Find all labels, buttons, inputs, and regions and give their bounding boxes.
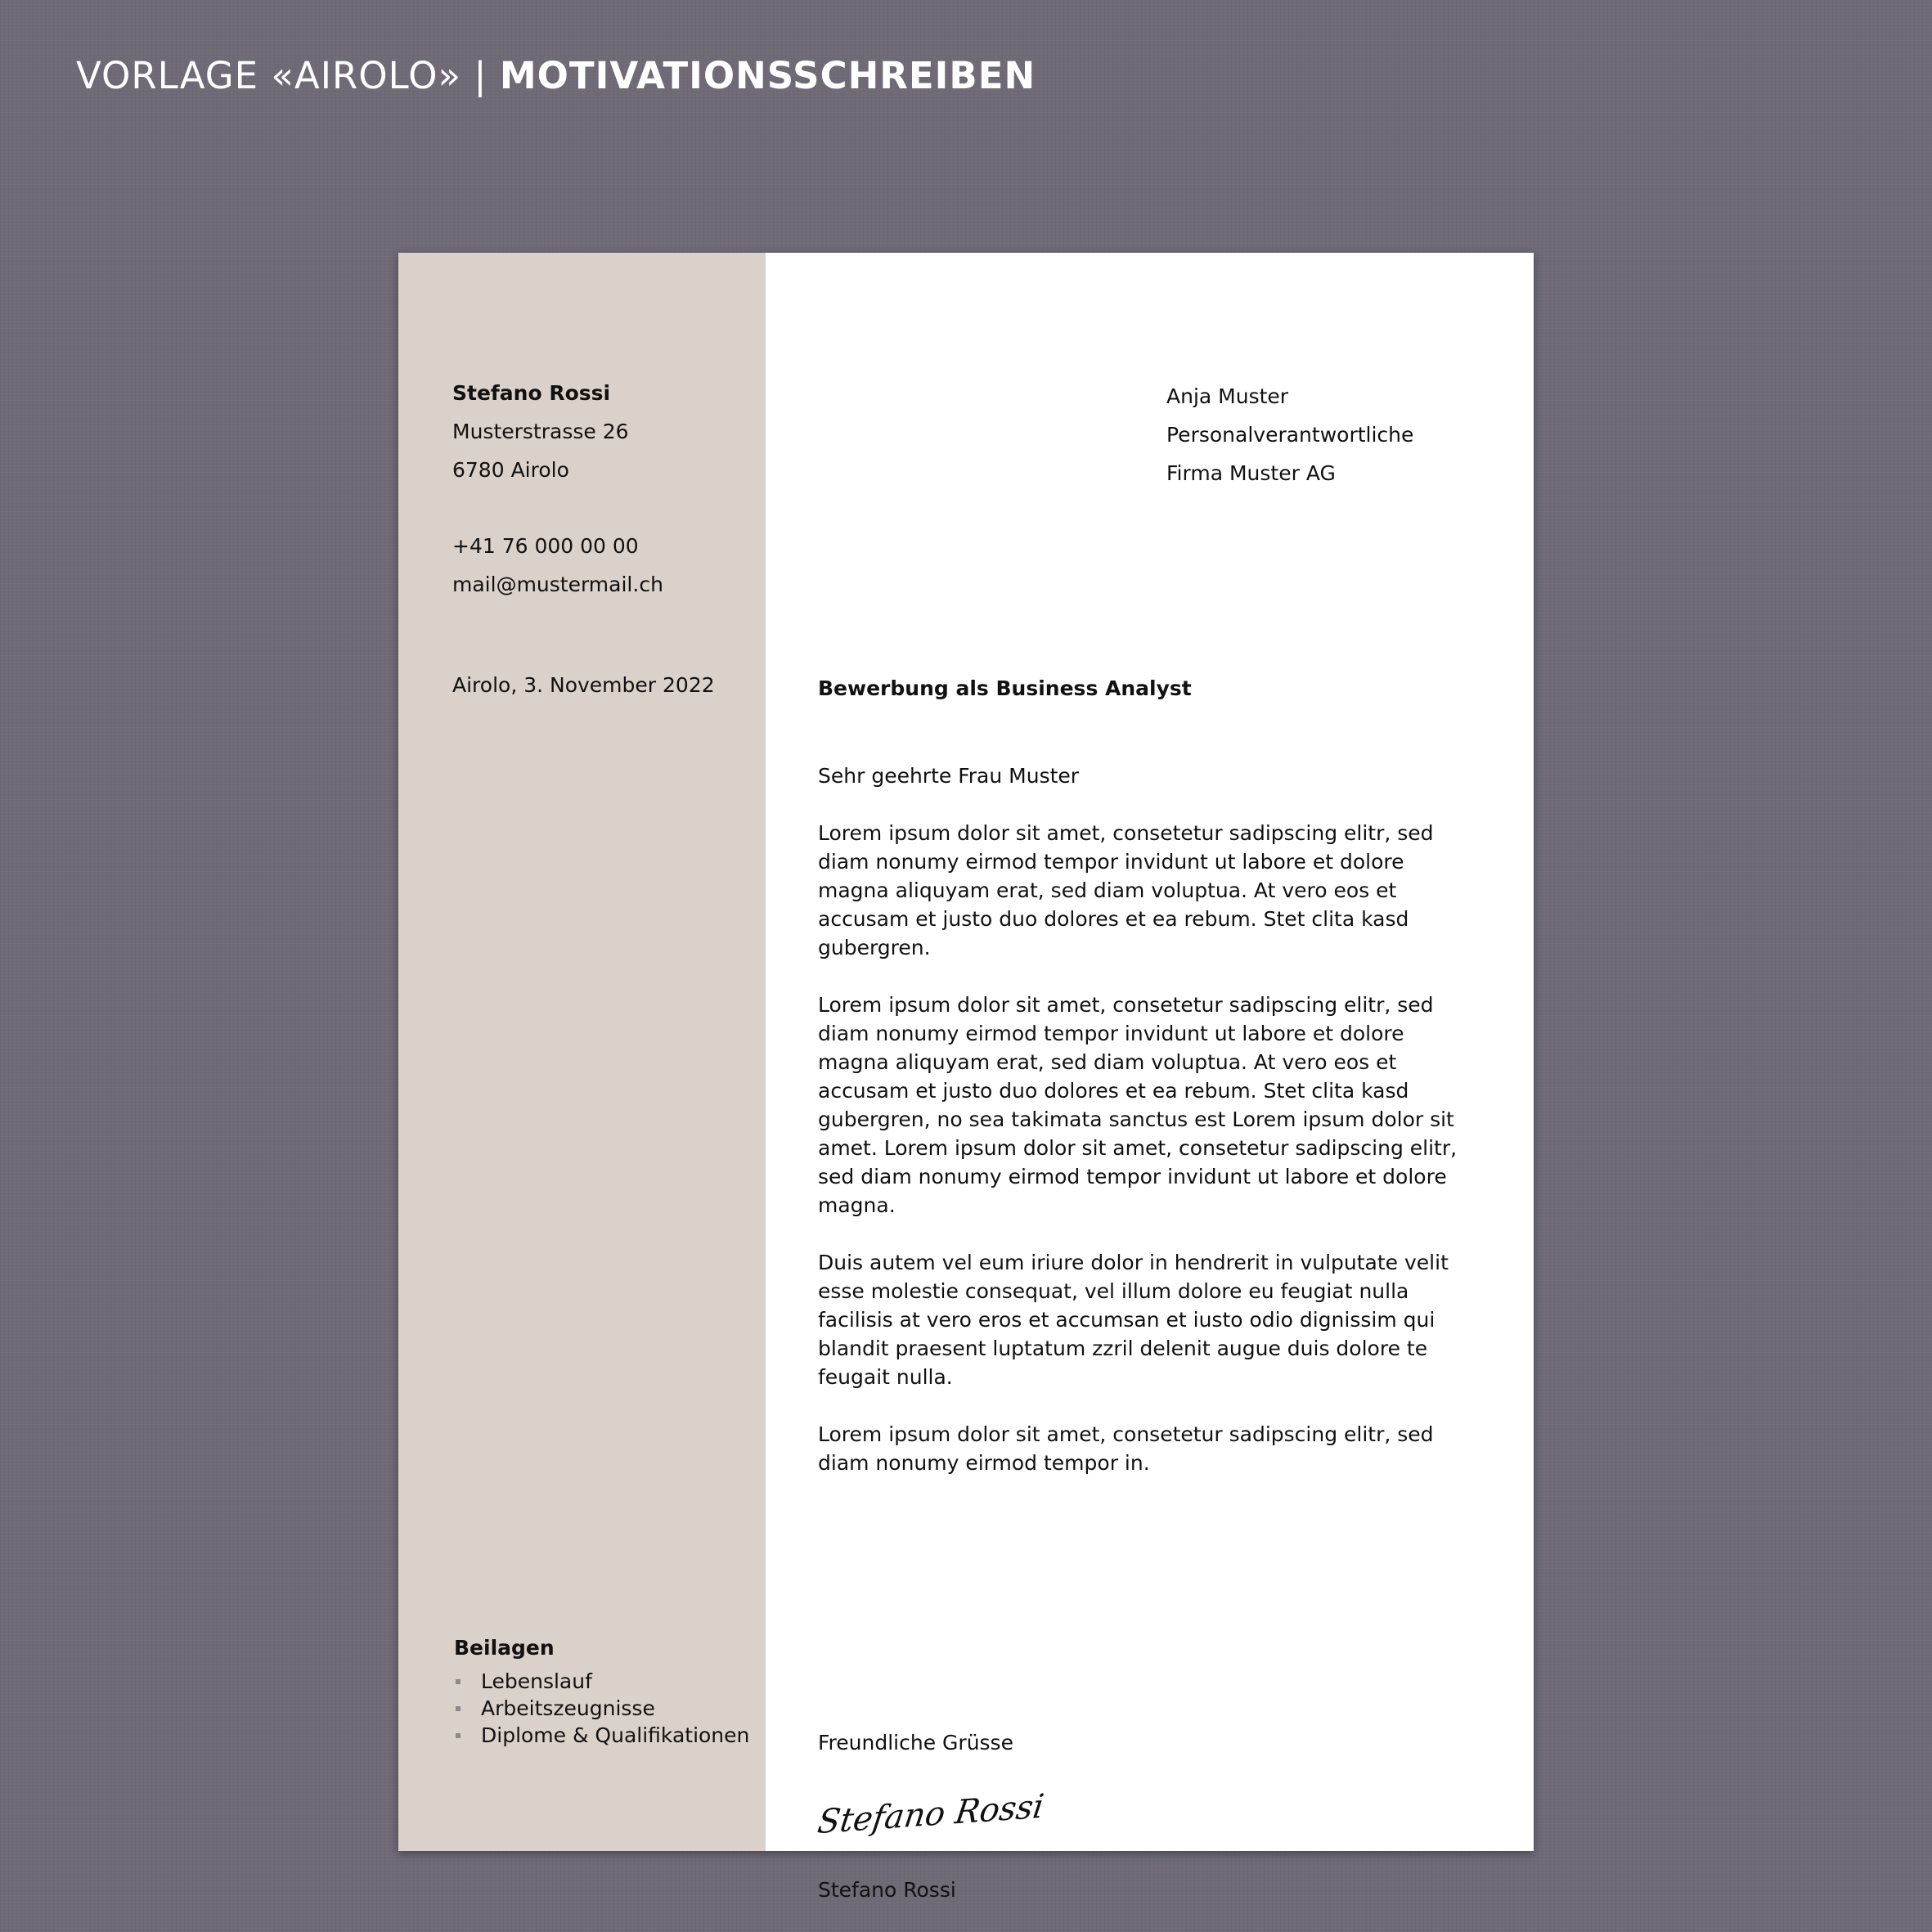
letter-body [818,762,1476,1477]
recipient-address [1166,377,1413,492]
letter-date: Airolo, 3. November 2022 [452,673,715,697]
body-paragraph: Lorem ipsum dolor sit amet, consetetur sadipscing elitr, sed diam nonumy eirmod tempor in. [818,1422,1434,1475]
enclosures-list [454,1668,749,1749]
square-bullet-icon [456,1733,461,1738]
salutation: Sehr geehrte Frau Muster [818,764,1080,788]
sender-email: mail@mustermail.ch [452,573,663,596]
enclosure-label: Arbeitszeugnisse [481,1696,655,1720]
sender-address [452,374,629,489]
body-paragraph: Lorem ipsum dolor sit amet, consetetur sadipscing elitr, sed diam nonumy eirmod tempor invidunt ut labore et dolore magna aliquyam erat, sed diam voluptua. At vero eos et accusam et justo duo dolores et ea rebum. Stet clita kasd gubergren. [818,821,1434,959]
square-bullet-icon [456,1706,461,1711]
enclosures-section [454,1636,749,1749]
recipient-role: Personalverantwortliche [1166,423,1414,447]
sidebar-panel [398,253,766,1851]
document-type-label: MOTIVATIONSSCHREIBEN [499,54,1036,97]
handwritten-signature: Stefano Rossi [815,1787,1047,1842]
page-title [76,54,1036,97]
recipient-company: Firma Muster AG [1166,461,1336,485]
sender-contact [452,527,663,604]
body-paragraph: Lorem ipsum dolor sit amet, consetetur sadipscing elitr, sed diam nonumy eirmod tempor invidunt ut labore et dolore magna aliquyam erat, sed diam voluptua. At vero eos et accusam et justo duo dolores et ea rebum. Stet clita kasd gubergren, no sea takimata sanctus est Lorem ipsum dolor sit amet. Lorem ipsum dolor sit amet, consetetur sadipscing elitr, sed diam nonumy eirmod tempor invidunt ut labore et dolore magna. [818,993,1458,1217]
sender-city: 6780 Airolo [452,458,569,482]
enclosures-title: Beilagen [454,1636,555,1660]
enclosure-label: Lebenslauf [481,1669,592,1693]
signer-name: Stefano Rossi [818,1878,956,1902]
sender-phone: +41 76 000 00 00 [452,534,639,558]
sender-name: Stefano Rossi [452,381,611,405]
template-label: VORLAGE «AIROLO» | [76,54,500,97]
closing-phrase: Freundliche Grüsse [818,1731,1013,1755]
letter-subject: Bewerbung als Business Analyst [818,676,1192,700]
list-item [454,1695,749,1722]
body-paragraph: Duis autem vel eum iriure dolor in hendrerit in vulputate velit esse molestie consequat, vel illum dolore eu feugiat nulla facilisis at vero eros et accumsan et iusto odio dignissim qui blandit praesent luptatum zzril delenit augue duis dolore te feugait nulla. [818,1251,1449,1389]
list-item [454,1722,749,1749]
recipient-name: Anja Muster [1166,384,1289,408]
sender-street: Musterstrasse 26 [452,420,629,443]
list-item [454,1668,749,1695]
enclosure-label: Diplome & Qualifikationen [481,1723,750,1747]
letter-sheet [398,253,1534,1902]
square-bullet-icon [456,1679,461,1684]
